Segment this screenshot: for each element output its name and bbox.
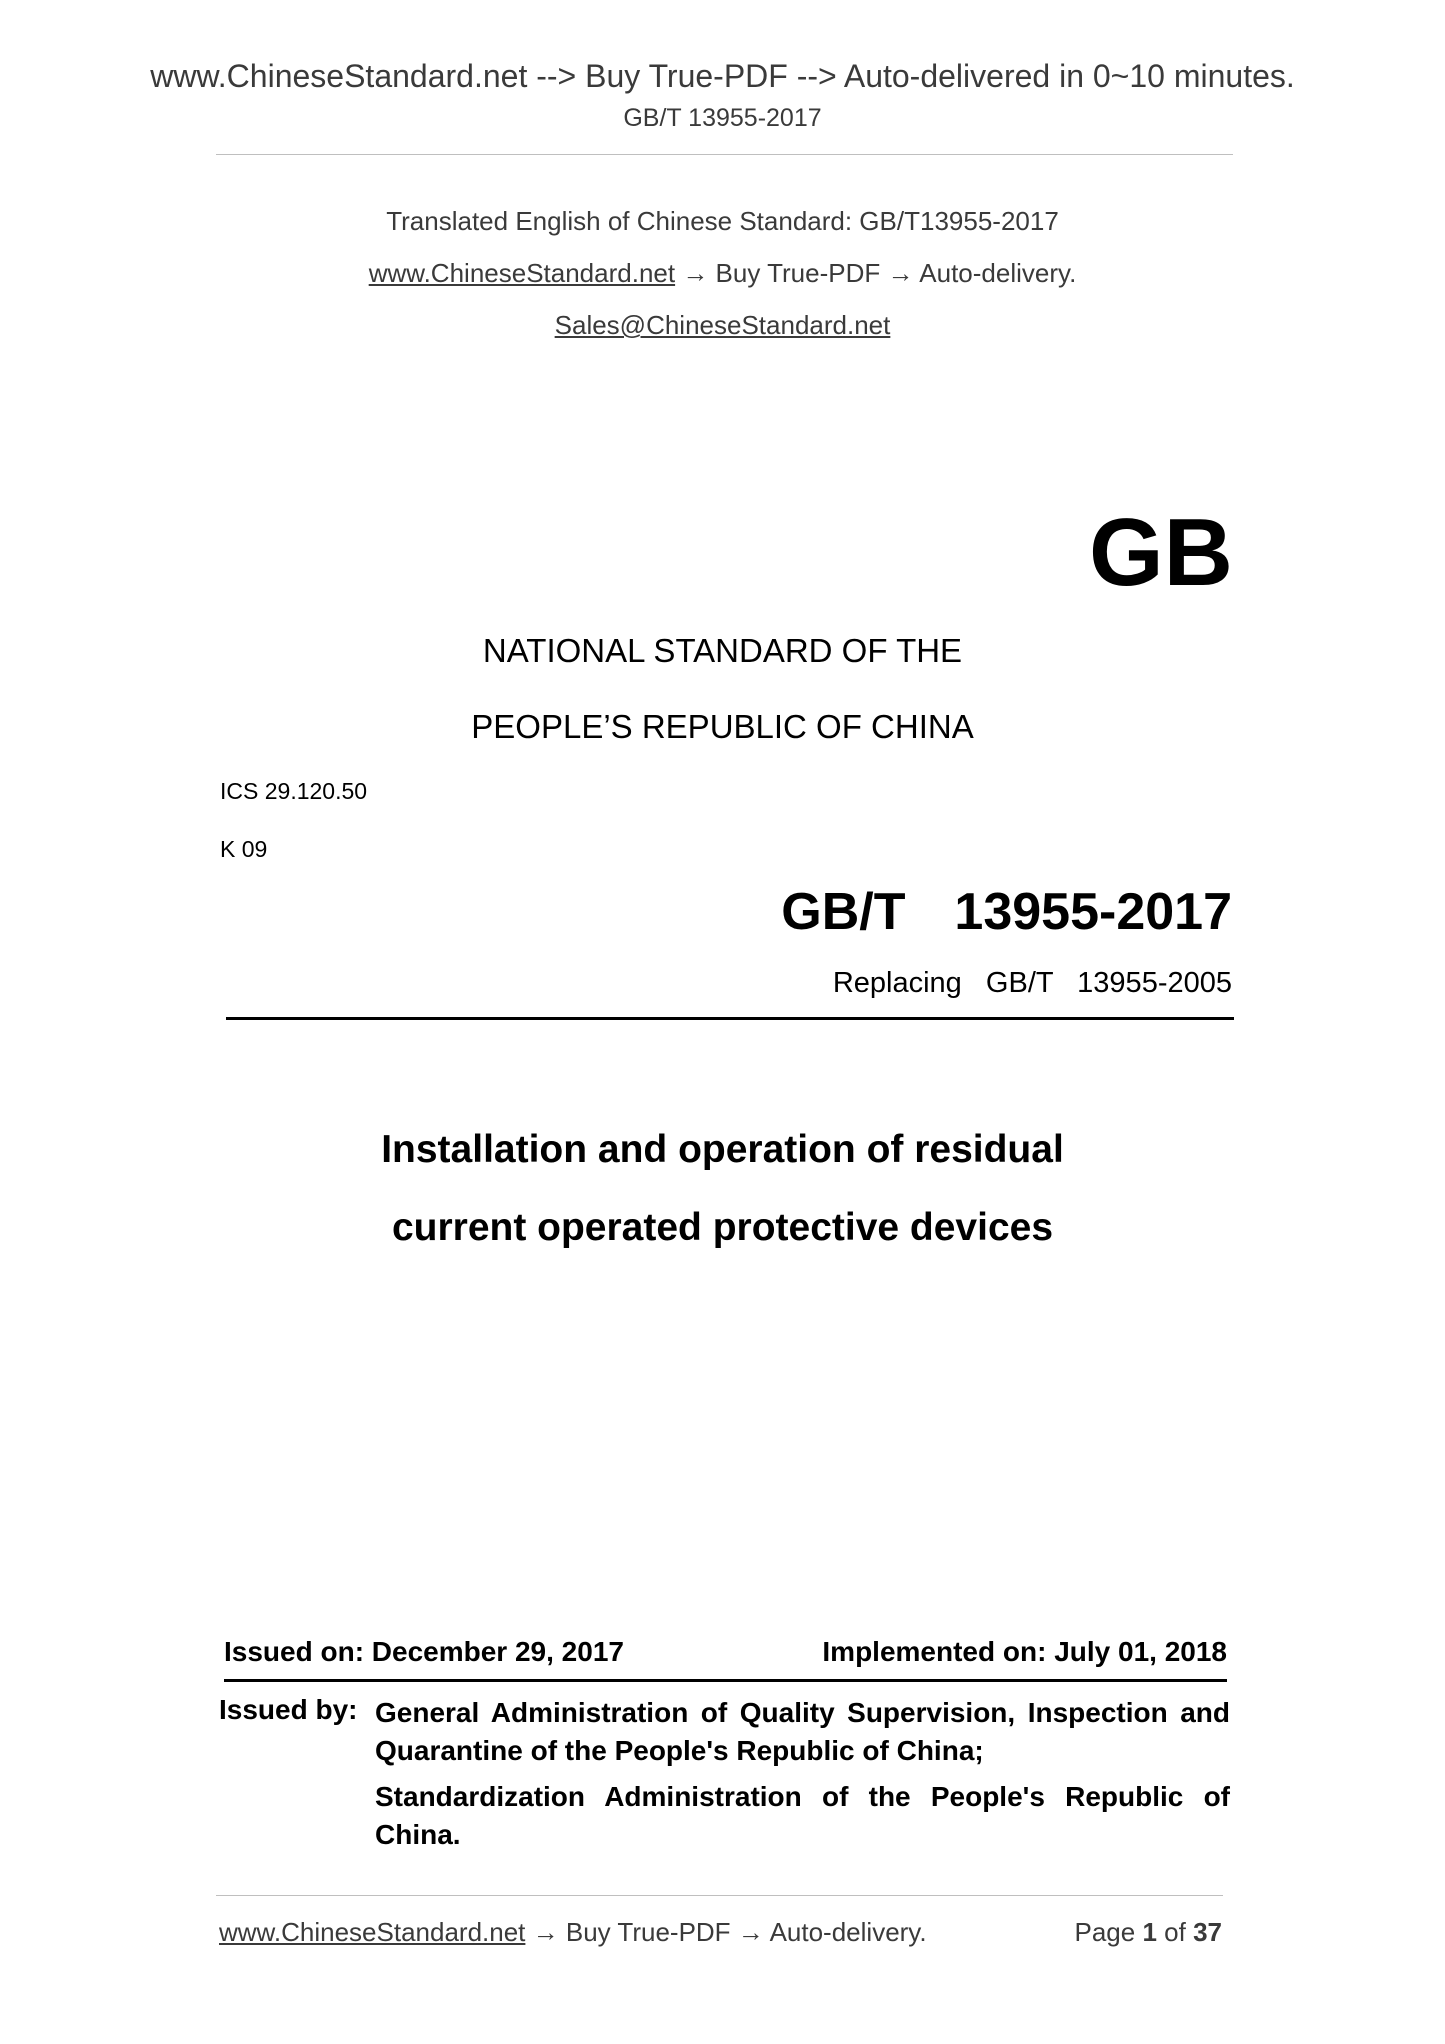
header-standard-code: GB/T 13955-2017 — [623, 104, 822, 132]
code-divider — [226, 1017, 1234, 1020]
document-title-line1: Installation and operation of residual — [381, 1128, 1064, 1171]
issue-divider — [224, 1679, 1227, 1682]
footer-website-link[interactable]: www.ChineseStandard.net — [219, 1917, 526, 1947]
replacing-note: Replacing GB/T 13955-2005 — [832, 967, 1232, 999]
header-banner: www.ChineseStandard.net --> Buy True-PDF --> Auto-delivered in 0~10 minutes. — [150, 58, 1295, 94]
ics-code: ICS 29.120.50 — [220, 778, 368, 804]
classification-code: K 09 — [220, 836, 268, 862]
header-divider — [216, 154, 1233, 155]
website-line — [0, 258, 1445, 289]
website-suffix: → Buy True-PDF → Auto-delivery. — [675, 258, 1077, 288]
footer-website-line — [219, 1917, 927, 1948]
page-total: 37 — [1193, 1917, 1222, 1947]
gb-logo: GB — [1089, 499, 1233, 606]
issued-on-date: Issued on: December 29, 2017 — [224, 1636, 624, 1667]
issuer-sac: Standardization Administration of the People's Republic of China. — [375, 1781, 1230, 1850]
implemented-on-date: Implemented on: July 01, 2018 — [822, 1636, 1227, 1667]
standard-code: GB/T 13955-2017 — [781, 883, 1232, 941]
email-link[interactable]: Sales@ChineseStandard.net — [554, 310, 891, 340]
national-standard-line2: PEOPLE’S REPUBLIC OF CHINA — [471, 708, 974, 745]
page-indicator — [1074, 1917, 1222, 1948]
footer-divider — [216, 1895, 1223, 1896]
page-number: 1 — [1142, 1917, 1157, 1947]
issuer-aqsiq: General Administration of Quality Supervision, Inspection and Quarantine of the People's Republic of China; — [375, 1697, 1230, 1766]
issued-by-label: Issued by: — [219, 1694, 358, 1725]
translated-notice: Translated English of Chinese Standard: GB/T13955-2017 — [386, 206, 1059, 236]
page-label: Page — [1074, 1917, 1136, 1947]
footer-website-suffix: → Buy True-PDF → Auto-delivery. — [525, 1917, 927, 1947]
email-line — [0, 310, 1445, 341]
of-label: of — [1164, 1917, 1186, 1947]
website-link[interactable]: www.ChineseStandard.net — [368, 258, 676, 288]
national-standard-line1: NATIONAL STANDARD OF THE — [482, 632, 963, 669]
document-title-line2: current operated protective devices — [391, 1206, 1054, 1249]
